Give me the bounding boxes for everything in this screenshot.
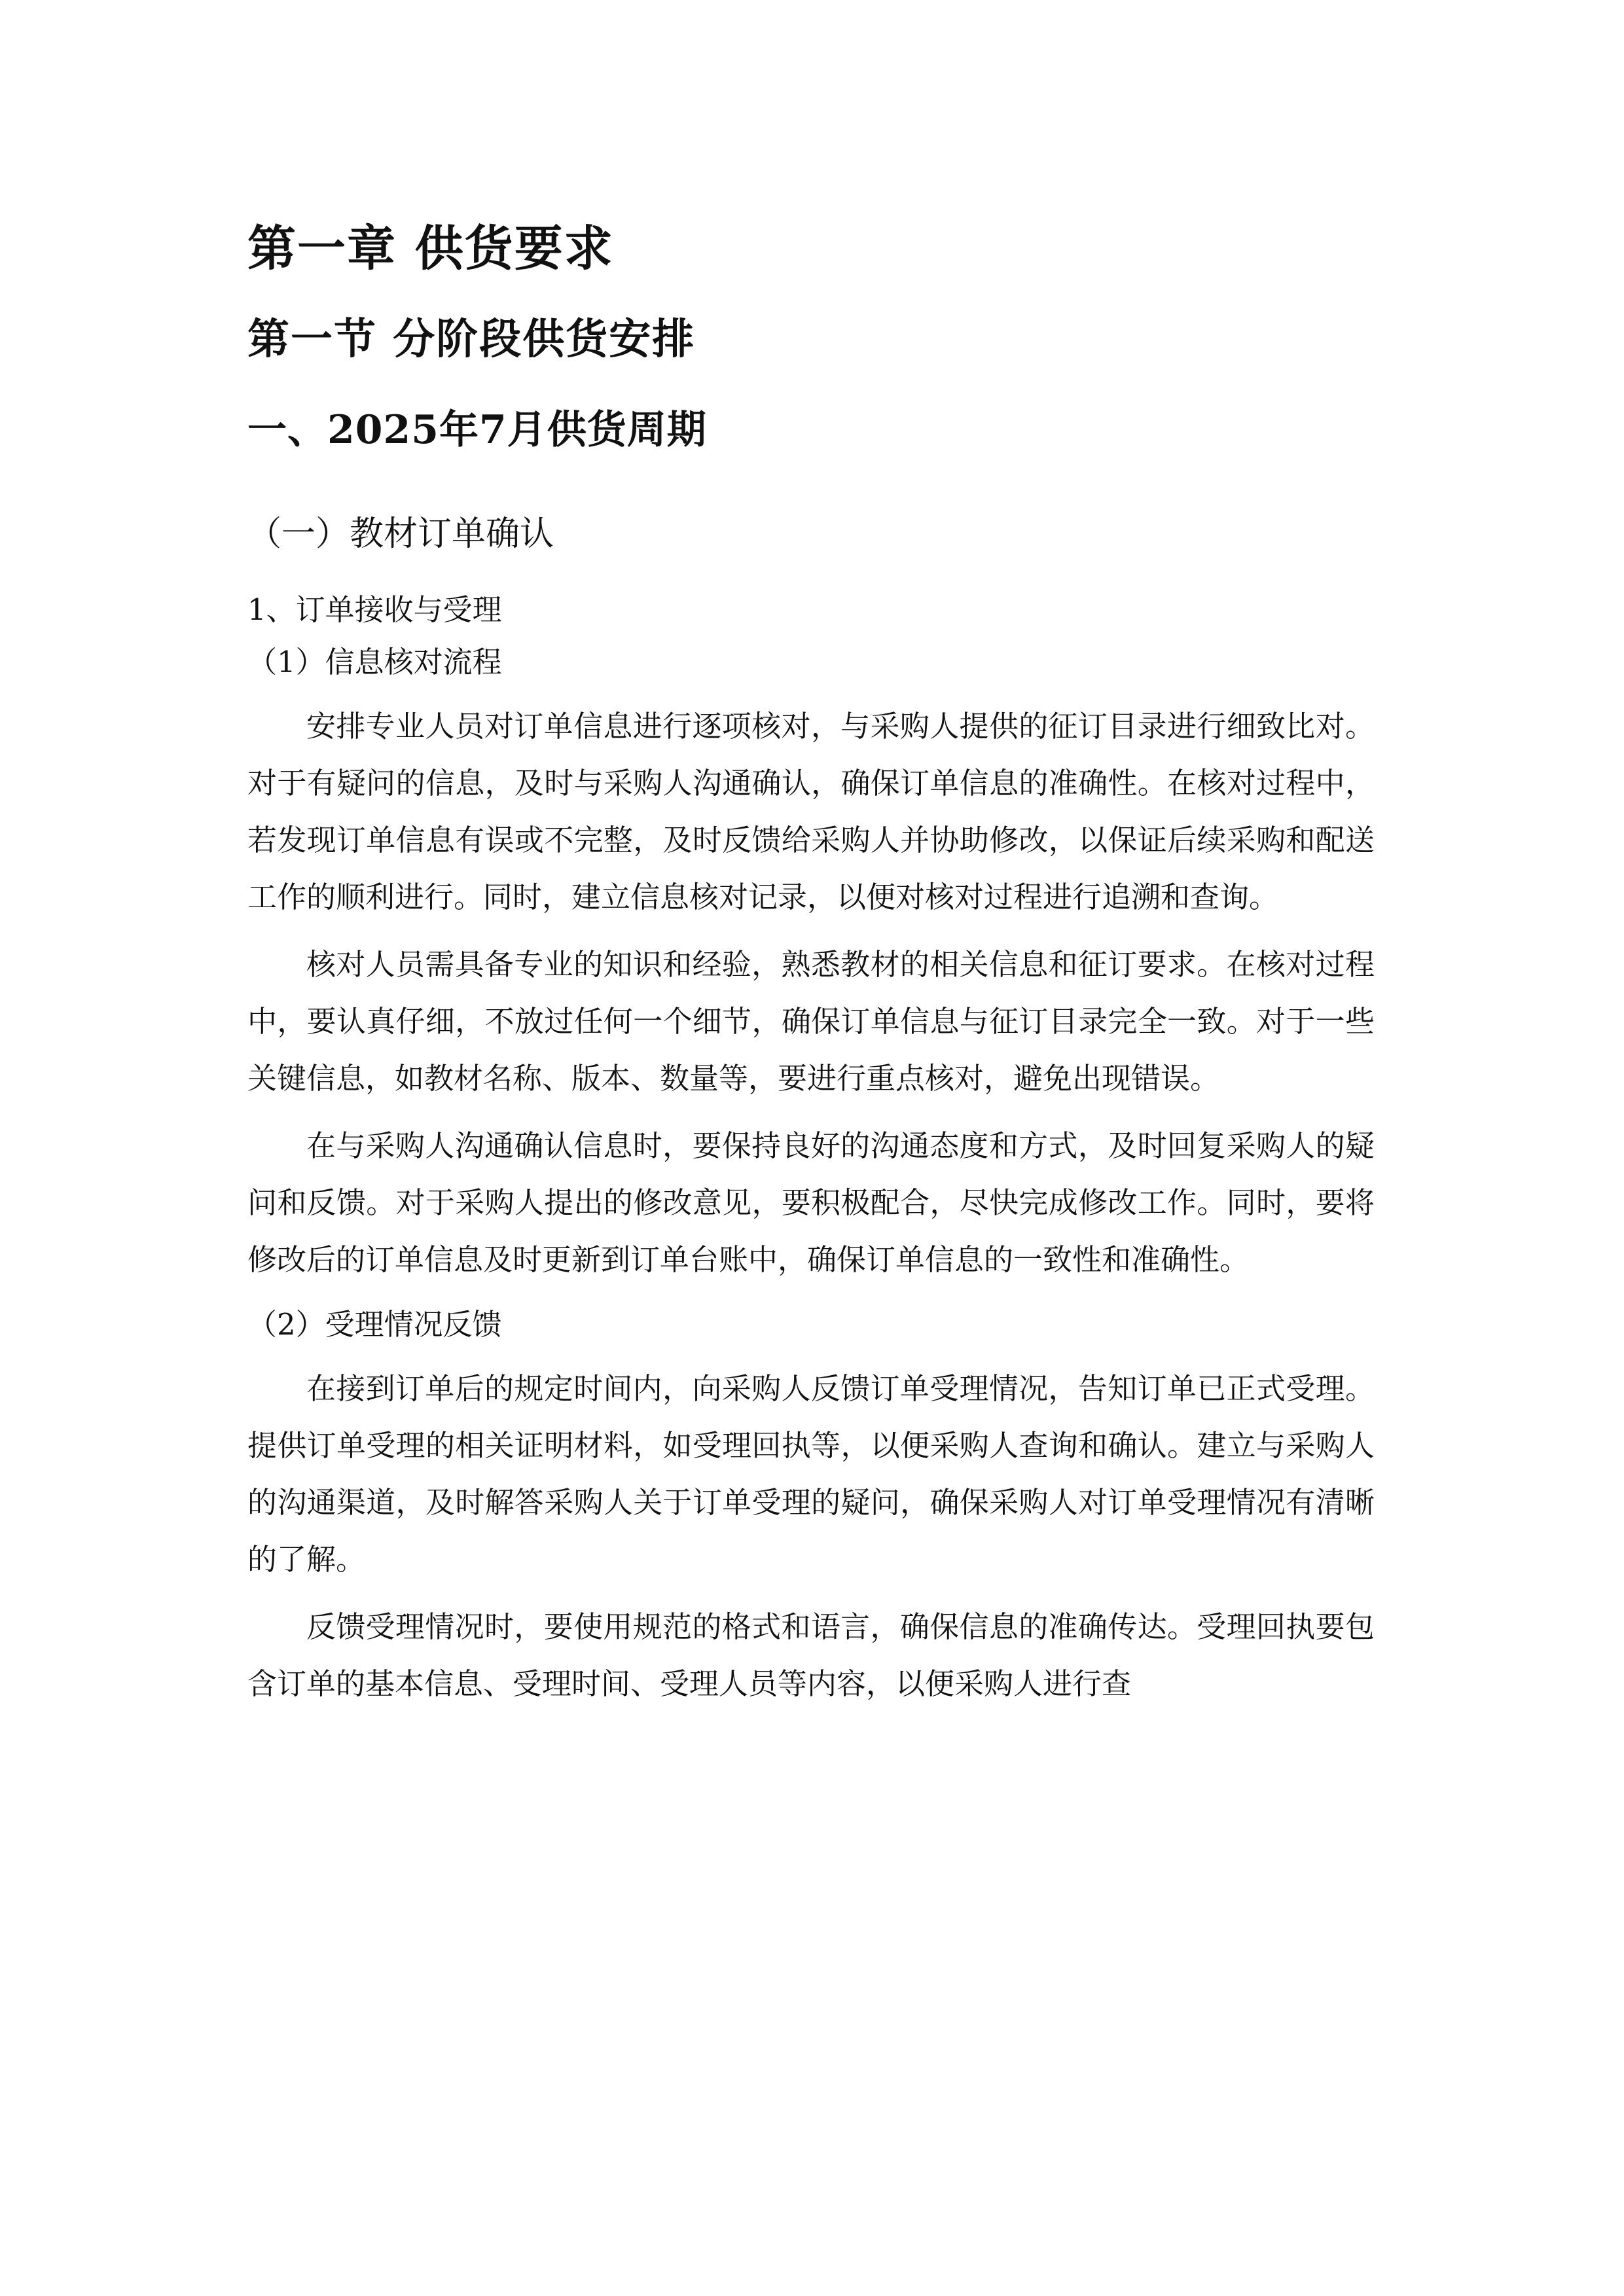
document-body	[247, 209, 1375, 1723]
paragraph-5: 反馈受理情况时，要使用规范的格式和语言，确保信息的准确传达。受理回执要包含订单的基本信息、受理时间、受理人员等内容，以便采购人进行查	[247, 1609, 1375, 1701]
paragraph-2: 核对人员需具备专业的知识和经验，熟悉教材的相关信息和征订要求。在核对过程中，要认真仔细，不放过任何一个细节，确保订单信息与征订目录完全一致。对于一些关键信息，如教材名称、版本、数量等，要进行重点核对，避免出现错误。	[247, 947, 1375, 1096]
paragraph-3: 在与采购人沟通确认信息时，要保持良好的沟通态度和方式，及时回复采购人的疑问和反馈。对于采购人提出的修改意见，要积极配合，尽快完成修改工作。同时，要将修改后的订单信息及时更新到订单台账中，确保订单信息的一致性和准确性。	[247, 1128, 1375, 1277]
part-title: （一）教材订单确认	[247, 514, 554, 554]
subsection-title: 一、2025年7月供货周期	[247, 407, 707, 453]
paragraph-4: 在接到订单后的规定时间内，向采购人反馈订单受理情况，告知订单已正式受理。提供订单受理的相关证明材料，如受理回执等，以便采购人查询和确认。建立与采购人的沟通渠道，及时解答采购人关于订单受理的疑问，确保采购人对订单受理情况有清晰的了解。	[247, 1371, 1375, 1577]
section-title: 第一节 分阶段供货安排	[247, 315, 696, 364]
paragraph-1: 安排专业人员对订单信息进行逐项核对，与采购人提供的征订目录进行细致比对。对于有疑问的信息，及时与采购人沟通确认，确保订单信息的准确性。在核对过程中，若发现订单信息有误或不完整，及时反馈给采购人并协助修改，以保证后续采购和配送工作的顺利进行。同时，建立信息核对记录，以便对核对过程进行追溯和查询。	[247, 709, 1375, 914]
chapter-title: 第一章 供货要求	[247, 221, 614, 277]
item-title: 1、订单接收与受理	[247, 592, 502, 627]
sub2-title: （2）受理情况反馈	[247, 1307, 502, 1342]
sub1-title: （1）信息核对流程	[247, 645, 502, 679]
